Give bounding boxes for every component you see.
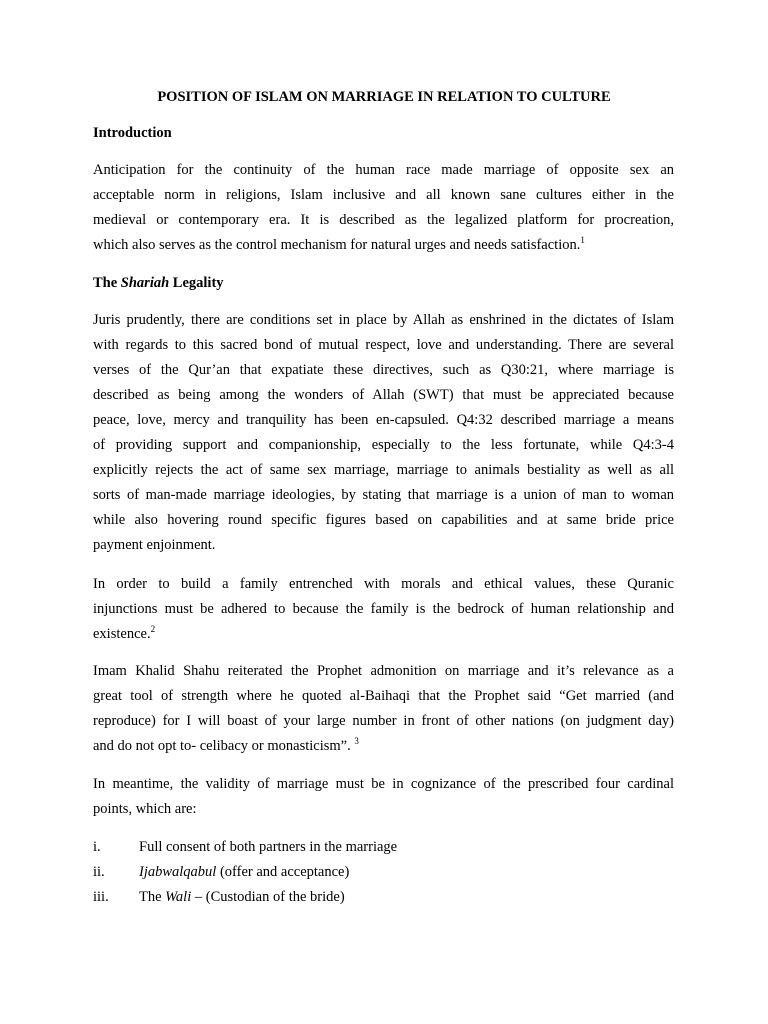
- paragraph-line: of providing support and companionship, especially to the less fortunate, while Q4:3-4: [93, 437, 674, 453]
- shariah-paragraph-1: [93, 308, 674, 558]
- list-item-number: ii.: [93, 864, 105, 880]
- paragraph-line: medieval or contemporary era. It is described as the legalized platform for procreation,: [93, 212, 674, 228]
- paragraph-line: payment enjoinment.: [93, 537, 216, 553]
- paragraph-line: explicitly rejects the act of same sex marriage, marriage to animals bestiality as well as all: [93, 462, 674, 478]
- introduction-paragraph: [93, 158, 674, 258]
- paragraph-line: and do not opt to- celibacy or monasticism”. $^3$: [93, 736, 359, 754]
- paragraph-line: Juris prudently, there are conditions set in place by Allah as enshrined in the dictates of Islam: [93, 312, 674, 328]
- paragraph-line: described as being among the wonders of Allah (SWT) that must be appreciated because: [93, 387, 674, 403]
- paragraph-line: In meantime, the validity of marriage must be in cognizance of the prescribed four cardinal: [93, 776, 674, 792]
- list-item: [93, 885, 674, 910]
- introduction-heading: Introduction: [93, 125, 172, 141]
- shariah-paragraph-4: [93, 772, 674, 822]
- paragraph-line: which also serves as the control mechanism for natural urges and needs satisfaction.$^1$: [93, 235, 585, 253]
- shariah-legality-heading: The Shariah Legality: [93, 275, 224, 291]
- shariah-paragraph-3: [93, 659, 674, 759]
- paragraph-line: In order to build a family entrenched with morals and ethical values, these Quranic: [93, 576, 674, 592]
- paragraph-line: reproduce) for I will boast of your large number in front of other nations (on judgment day): [93, 713, 674, 729]
- paragraph-line: verses of the Qur’an that expatiate these directives, such as Q30:21, where marriage is: [93, 362, 674, 378]
- paragraph-line: while also hovering round specific figures based on capabilities and at same bride price: [93, 512, 674, 528]
- list-item-number: iii.: [93, 889, 109, 905]
- list-item-text: The Wali – (Custodian of the bride): [139, 889, 345, 905]
- paragraph-line: acceptable norm in religions, Islam inclusive and all known sane cultures either in the: [93, 187, 674, 203]
- footnote-marker: 2: [150, 624, 156, 635]
- paragraph-line: peace, love, mercy and tranquility has been en-capsuled. Q4:32 described marriage a means: [93, 412, 674, 428]
- paragraph-line: points, which are:: [93, 801, 197, 817]
- paragraph-line: Imam Khalid Shahu reiterated the Prophet admonition on marriage and it’s relevance as a: [93, 663, 674, 679]
- paragraph-line: Anticipation for the continuity of the human race made marriage of opposite sex an: [93, 162, 674, 178]
- footnote-marker: 1: [580, 235, 585, 246]
- list-item: [93, 835, 674, 860]
- paragraph-line: sorts of man-made marriage ideologies, by stating that marriage is a union of man to woman: [93, 487, 674, 503]
- list-item: [93, 860, 674, 885]
- cardinal-points-list: [93, 835, 674, 910]
- footnote-marker: 3: [354, 736, 359, 747]
- list-item-text: Ijabwalqabul (offer and acceptance): [139, 864, 350, 880]
- paragraph-line: existence.$^2$: [93, 624, 156, 642]
- shariah-paragraph-2: [93, 572, 674, 647]
- paragraph-line: great tool of strength where he quoted al-Baihaqi that the Prophet said “Get married (and: [93, 688, 674, 704]
- paragraph-line: with regards to this sacred bond of mutual respect, love and understanding. There are several: [93, 337, 674, 353]
- list-item-number: i.: [93, 839, 101, 855]
- paragraph-line: injunctions must be adhered to because the family is the bedrock of human relationship and: [93, 601, 674, 617]
- document-title: POSITION OF ISLAM ON MARRIAGE IN RELATION TO CULTURE: [157, 89, 611, 105]
- list-item-text: Full consent of both partners in the marriage: [139, 839, 398, 855]
